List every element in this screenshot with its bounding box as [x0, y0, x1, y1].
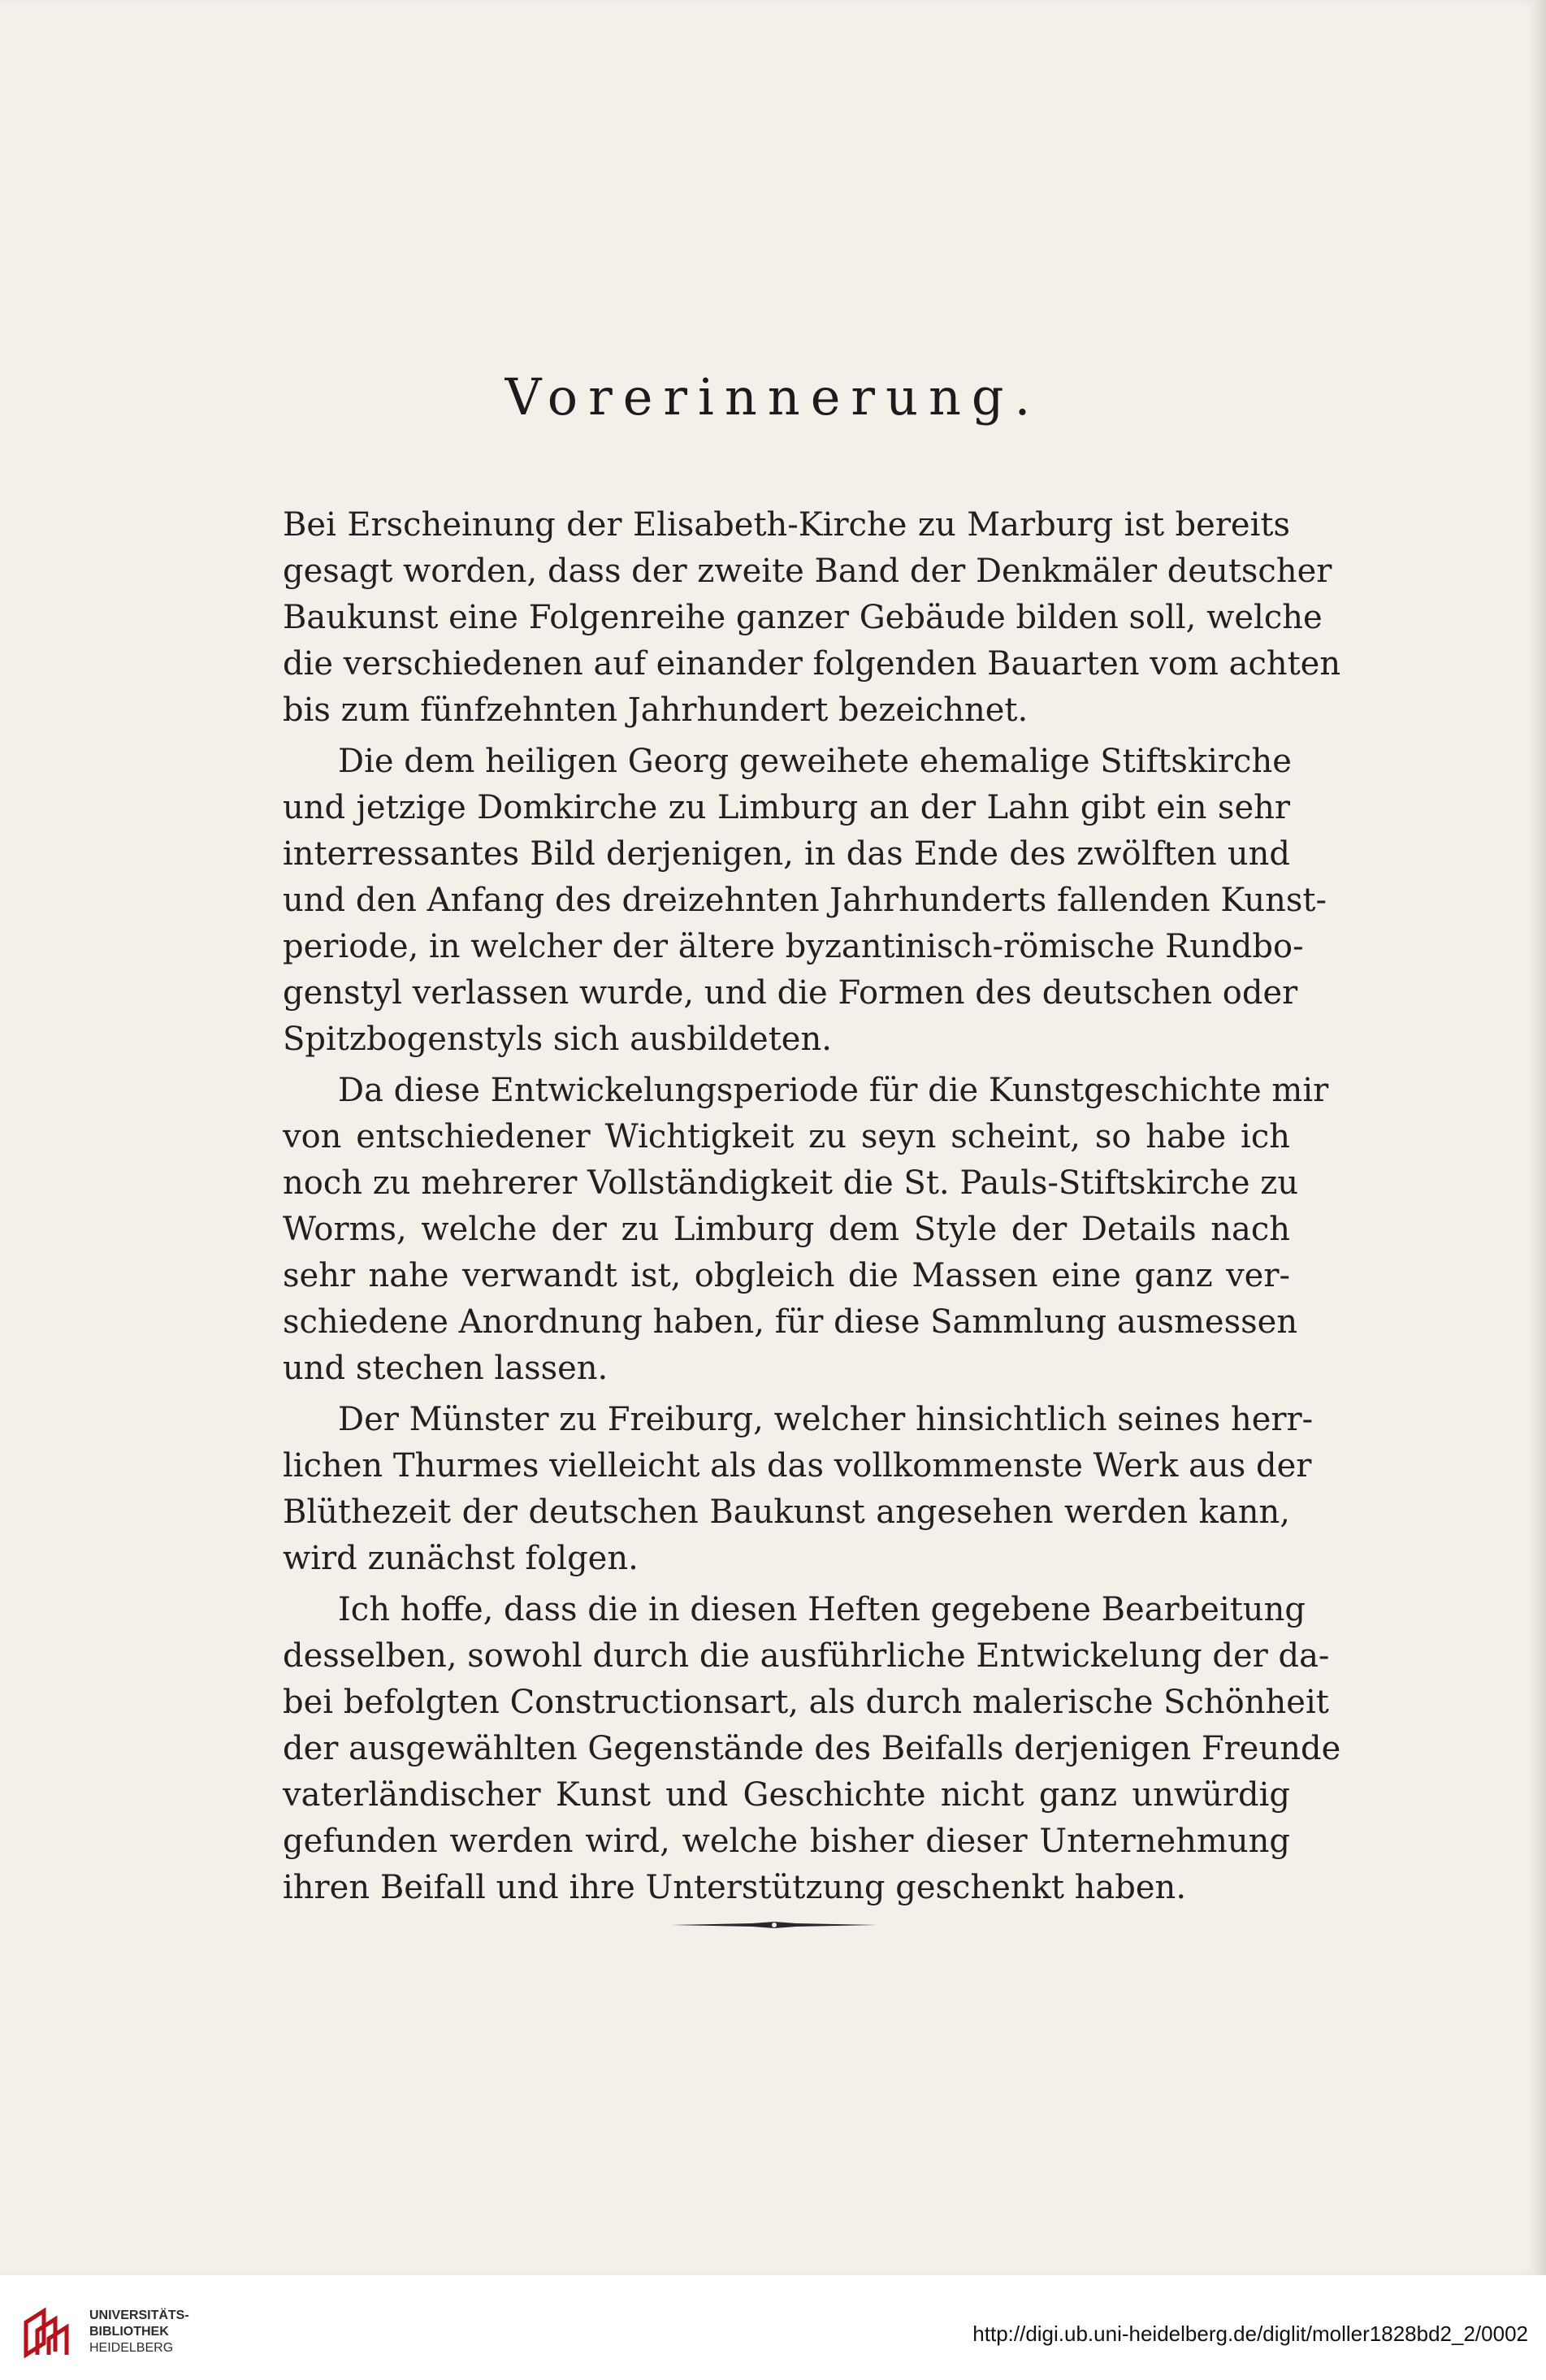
- text-line: von entschiedener Wichtigkeit zu seyn scheint, so habe ich: [283, 1118, 1290, 1155]
- library-name-line-3: HEIDELBERG: [89, 2341, 174, 2355]
- text-line: periode, in welcher der ältere byzantinisch-römische Rundbo-: [283, 928, 1304, 965]
- paragraph-3: [283, 1068, 1329, 1392]
- text-line: bis zum fünfzehnten Jahrhundert bezeichnet.: [283, 691, 1029, 729]
- page-edge-shadow: [1531, 0, 1546, 2275]
- library-name: [89, 2308, 189, 2356]
- source-url-link[interactable]: http://digi.ub.uni-heidelberg.de/diglit/moller1828bd2_2/0002: [972, 2321, 1528, 2346]
- library-name-line-1: UNIVERSITÄTS-: [89, 2308, 189, 2322]
- text-line: Blüthezeit der deutschen Baukunst angesehen werden kann,: [283, 1493, 1290, 1531]
- library-name-line-2: BIBLIOTHEK: [89, 2325, 169, 2339]
- text-line: Bei Erscheinung der Elisabeth-Kirche zu Marburg ist bereits: [283, 506, 1290, 544]
- text-line: Der Münster zu Freiburg, welcher hinsichtlich seines herr-: [338, 1401, 1314, 1438]
- text-line: und den Anfang des dreizehnten Jahrhunderts fallenden Kunst-: [283, 882, 1327, 919]
- page-title: Vorerinnerung.: [505, 367, 1041, 427]
- text-line: noch zu mehrerer Vollständigkeit die St. Pauls-Stiftskirche zu: [283, 1164, 1299, 1202]
- text-line: Worms, welche der zu Limburg dem Style der Details nach: [283, 1211, 1290, 1248]
- text-line: sehr nahe verwandt ist, obgleich die Massen eine ganz ver-: [283, 1257, 1290, 1294]
- text-line: Ich hoffe, dass die in diesen Heften gegebene Bearbeitung: [338, 1591, 1306, 1628]
- text-line: gesagt worden, dass der zweite Band der Denkmäler deutscher: [283, 553, 1332, 590]
- text-line: Spitzbogenstyls sich ausbildeten.: [283, 1021, 832, 1058]
- text-line: schiedene Anordnung haben, für diese Sammlung ausmessen: [283, 1303, 1298, 1341]
- paragraph-2: [283, 739, 1327, 1063]
- text-line: wird zunächst folgen.: [283, 1540, 639, 1577]
- text-line: Baukunst eine Folgenreihe ganzer Gebäude bilden soll, welche: [283, 599, 1323, 636]
- text-line: bei befolgten Constructionsart, als durch malerische Schönheit: [283, 1684, 1329, 1721]
- library-logo-icon[interactable]: [19, 2306, 75, 2361]
- body-text: [283, 502, 1341, 1911]
- closing-ornament: [671, 1919, 877, 1931]
- text-line: lichen Thurmes vielleicht als das vollkommenste Werk aus der: [283, 1447, 1312, 1485]
- text-line: der ausgewählten Gegenstände des Beifalls derjenigen Freunde: [283, 1730, 1341, 1767]
- text-line: ihren Beifall und ihre Unterstützung geschenkt haben.: [283, 1869, 1187, 1906]
- text-line: Da diese Entwickelungsperiode für die Kunstgeschichte mir: [338, 1072, 1329, 1109]
- paragraph-1: [283, 502, 1341, 734]
- text-line: die verschiedenen auf einander folgenden Bauarten vom achten: [283, 645, 1341, 683]
- text-line: interressantes Bild derjenigen, in das Ende des zwölften und: [283, 835, 1290, 873]
- text-line: und jetzige Domkirche zu Limburg an der Lahn gibt ein sehr: [283, 789, 1290, 826]
- text-line: Die dem heiligen Georg geweihete ehemalige Stiftskirche: [338, 743, 1292, 780]
- text-line: desselben, sowohl durch die ausführliche Entwickelung der da-: [283, 1637, 1330, 1675]
- text-line: und stechen lassen.: [283, 1350, 608, 1387]
- paragraph-5: [283, 1587, 1341, 1911]
- paragraph-4: [283, 1397, 1314, 1582]
- text-line: genstyl verlassen wurde, und die Formen des deutschen oder: [283, 974, 1298, 1012]
- text-line: vaterländischer Kunst und Geschichte nicht ganz unwürdig: [283, 1776, 1290, 1814]
- text-line: gefunden werden wird, welche bisher dieser Unternehmung: [283, 1823, 1290, 1860]
